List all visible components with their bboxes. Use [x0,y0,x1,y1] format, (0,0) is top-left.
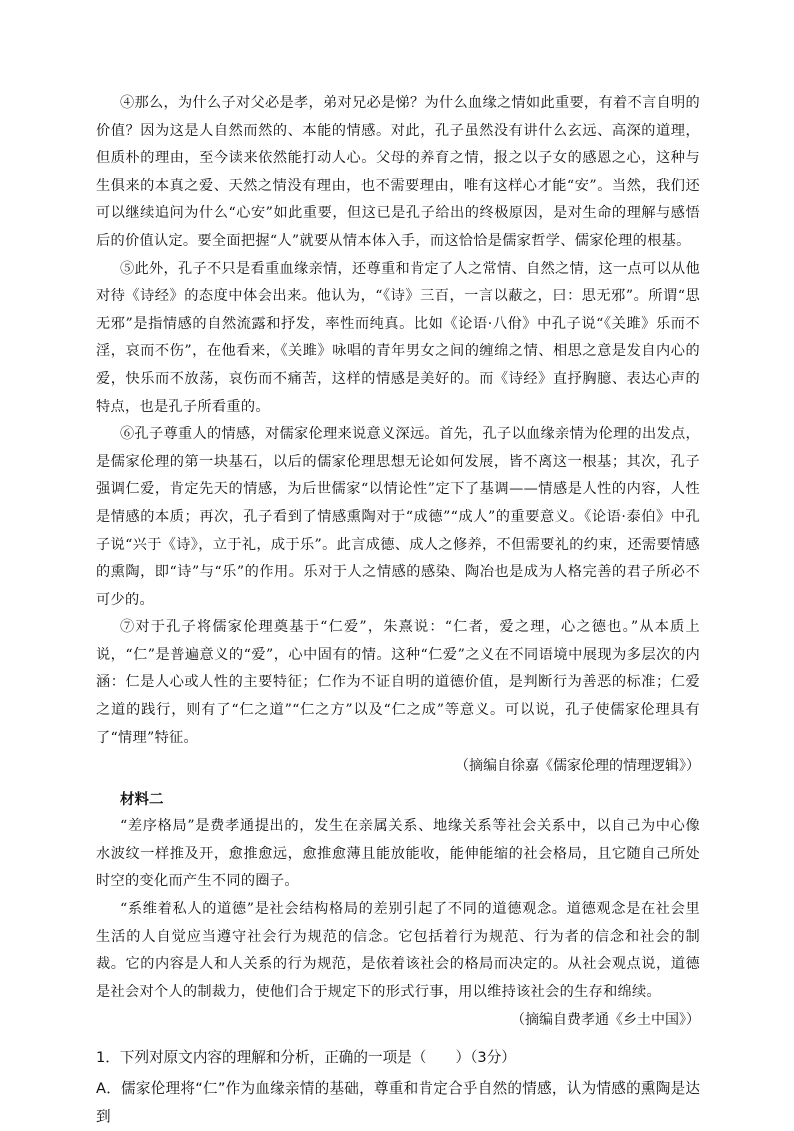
material-two-source: （摘编自费孝通《乡土中国》） [511,1012,700,1029]
passage-body [96,90,700,1131]
material-two [96,786,700,1034]
paragraph-6: ⑥孔子尊重人的情感，对儒家伦理来说意义深远。首先，孔子以血缘亲情为伦理的出发点，是儒家伦理的第一块基石，以后的儒家伦理思想无论如何发展，皆不离这一根基；其次，孔子强调仁爱，肯定先天的情感，为后世儒家“以情论性”定下了基调——情感是人性的内容，人性是情感的本质；再次，孔子看到了情感熏陶对于“成德”“成人”的重要意义。《论语·泰伯》中孔子说“兴于《诗》，立于礼，成于乐”。此言成德、成人之修养，不但需要礼的约束，还需要情感的熏陶，即“诗”与“乐”的作用。乐对于人之情感的感染、陶冶也是成为人格完善的君子所必不可少的。 [96,426,700,608]
material-one-source: （摘编自徐嘉《儒家伦理的情理逻辑》） [455,758,700,775]
material-two-heading: 材料二 [120,791,164,809]
material-two-paragraph-2: “系维着私人的道德”是社会结构格局的差别引起了不同的道德观念。道德观念是在社会里生活的人自觉应当遵守社会行为规范的信念。它包括着行为规范、行为者的信念和社会的制裁。它的内容是人和人关系的行为规范，是依着该社会的格局而决定的。从社会观点说，道德是社会对个人的制裁力，使他们合于规定下的形式行事，用以维持该社会的生存和绵续。 [96,901,700,1000]
question-1 [96,1044,700,1131]
material-one [96,90,700,780]
option-a: A．儒家伦理将“仁”作为血缘亲情的基础，尊重和肯定合乎自然的情感，认为情感的熏陶是达到 [96,1080,700,1126]
question-stem: 1．下列对原文内容的理解和分析，正确的一项是（ ）（3分） [96,1049,516,1067]
paragraph-7: ⑦对于孔子将儒家伦理奠基于“仁爱”，朱熹说：“仁者，爱之理，心之德也。”从本质上说，“仁”是普遍意义的“爱”，心中固有的情。这种“仁爱”之义在不同语境中展现为多层次的内涵：仁是人心或人性的主要特征；仁作为不证自明的道德价值，是判断行为善恶的标准；仁爱之道的践行，则有了“仁之道”“仁之方”以及“仁之成”等意义。可以说，孔子使儒家伦理具有了“情理”特征。 [96,619,700,746]
paragraph-5: ⑤此外，孔子不只是看重血缘亲情，还尊重和肯定了人之常情、自然之情，这一点可以从他对待《诗经》的态度中体会出来。他认为，“《诗》三百，一言以蔽之，曰：思无邪”。所谓“思无邪”是指情感的自然流露和抒发，率性而纯真。比如《论语·八佾》中孔子说“《关雎》乐而不淫，哀而不伤”，在他看来，《关雎》咏唱的青年男女之间的缠绵之情、相思之意是发自内心的爱，快乐而不放荡，哀伤而不痛苦，这样的情感是美好的。而《诗经》直抒胸臆、表达心声的特点，也是孔子所看重的。 [96,260,700,415]
material-two-paragraph-1: “差序格局”是费孝通提出的，发生在亲属关系、地缘关系等社会关系中，以自己为中心像水波纹一样推及开，愈推愈远，愈推愈薄且能放能收，能伸能缩的社会格局，且它随自己所处时空的变化而产生不同的圈子。 [96,818,700,890]
paragraph-4: ④那么，为什么子对父必是孝，弟对兄必是悌？为什么血缘之情如此重要，有着不言自明的价值？因为这是人自然而然的、本能的情感。对此，孔子虽然没有讲什么玄远、高深的道理，但质朴的理由，至今读来依然能打动人心。父母的养育之情，报之以子女的感恩之心，这种与生俱来的本真之爱、天然之情没有理由，也不需要理由，唯有这样心才能“安”。当然，我们还可以继续追问为什么“心安”如此重要，但这已是孔子给出的终极原因，是对生命的理解与感悟后的价值认定。要全面把握“人”就要从情本体入手，而这恰恰是儒家哲学、儒家伦理的根基。 [96,95,700,249]
